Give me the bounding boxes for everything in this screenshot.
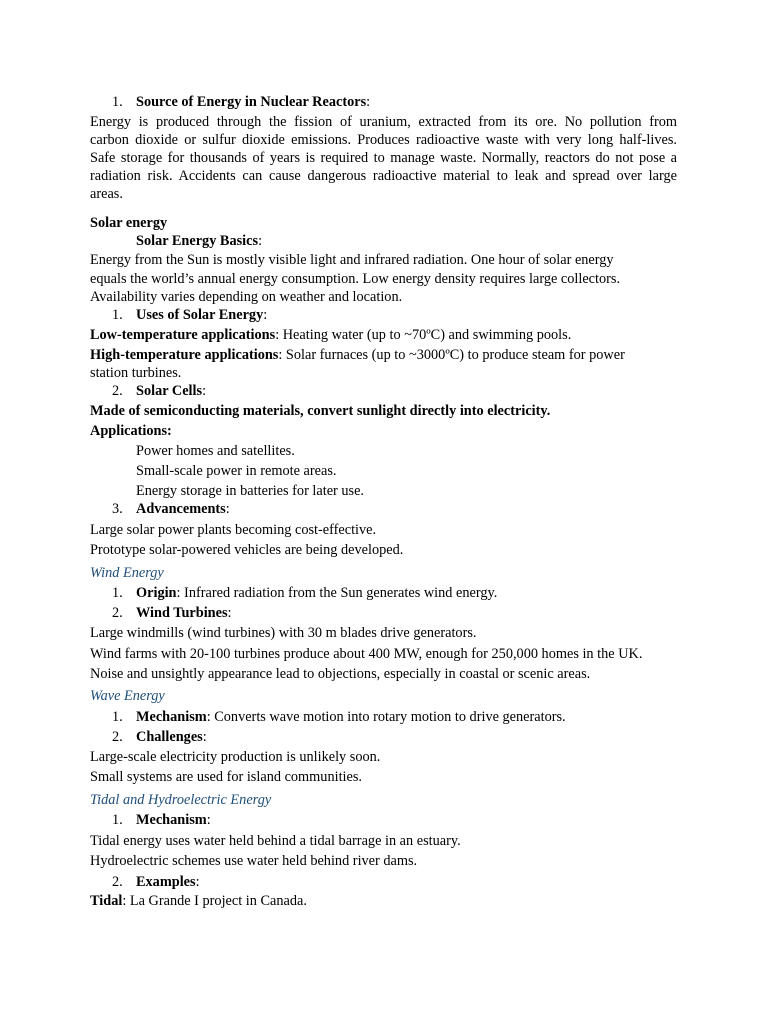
list-number: 3. (112, 501, 123, 517)
list-number: 2. (112, 383, 123, 399)
solar-title: Solar energy (90, 215, 168, 231)
tidal-line: Tidal energy uses water held behind a tidal barrage in an estuary. (90, 833, 461, 849)
wave-line: Small systems are used for island communities. (90, 769, 362, 785)
wind-line: Noise and unsightly appearance lead to objections, especially in coastal or scenic areas. (90, 666, 591, 682)
wave-title: Wave Energy (90, 688, 165, 704)
solar-advancements-item: 3. Advancements: (112, 501, 230, 517)
solar-basics-line: equals the world’s annual energy consumption. Low energy density requires large collectors. (90, 271, 621, 287)
nuclear-paragraph-line: radiation risk. Accidents can cause dangerous radioactive material to leak and spread over large (90, 168, 677, 184)
high-temp-line-cont: station turbines. (90, 365, 182, 381)
application-item: Power homes and satellites. (136, 443, 295, 459)
solar-basics-line: Energy from the Sun is mostly visible light and infrared radiation. One hour of solar energy (90, 252, 614, 268)
advancement-line: Large solar power plants becoming cost-effective. (90, 522, 377, 538)
tidal-mechanism-item: 1. Mechanism: (112, 812, 211, 828)
list-number: 1. (112, 585, 123, 601)
wind-title: Wind Energy (90, 565, 164, 581)
advancement-line: Prototype solar-powered vehicles are being developed. (90, 542, 404, 558)
solar-basics-heading: Solar Energy Basics: (136, 233, 263, 249)
nuclear-paragraph-line: areas. (90, 186, 123, 202)
tidal-title: Tidal and Hydroelectric Energy (90, 792, 272, 808)
low-temp-line: Low-temperature applications: Heating water (up to ~70ºC) and swimming pools. (90, 327, 572, 343)
list-number: 1. (112, 812, 123, 828)
wave-mechanism-item: 1. Mechanism: Converts wave motion into rotary motion to drive generators. (112, 709, 566, 725)
nuclear-paragraph-line: carbon dioxide or sulfur dioxide emissions. Produces radioactive waste with very long half-lives. (90, 132, 677, 148)
solar-basics-line: Availability varies depending on weather and location. (90, 289, 403, 305)
tidal-examples-item: 2. Examples: (112, 874, 200, 890)
list-number: 2. (112, 729, 123, 745)
nuclear-heading: Source of Energy in Nuclear Reactors (136, 94, 367, 110)
list-number: 1. (112, 307, 123, 323)
list-number: 2. (112, 605, 123, 621)
nuclear-paragraph-line: Safe storage for thousands of years is required to manage waste. Normally, reactors do not pose a (90, 150, 677, 166)
list-number: 1. (112, 94, 123, 110)
wind-origin-item: 1. Origin: Infrared radiation from the Sun generates wind energy. (112, 585, 498, 601)
nuclear-paragraph-line: Energy is produced through the fission of uranium, extracted from its ore. No pollution from (90, 114, 677, 130)
solar-cells-item: 2. Solar Cells: (112, 383, 207, 399)
solar-uses-item: 1. Uses of Solar Energy: (112, 307, 268, 323)
list-number: 2. (112, 874, 123, 890)
application-item: Small-scale power in remote areas. (136, 463, 337, 479)
application-item: Energy storage in batteries for later use. (136, 483, 365, 499)
wind-line: Large windmills (wind turbines) with 30 m blades drive generators. (90, 625, 477, 641)
list-number: 1. (112, 709, 123, 725)
tidal-line: Hydroelectric schemes use water held behind river dams. (90, 853, 418, 869)
nuclear-list-item: 1. Source of Energy in Nuclear Reactors: (112, 94, 371, 110)
wind-line: Wind farms with 20-100 turbines produce about 400 MW, enough for 250,000 homes in the UK. (90, 646, 643, 662)
tidal-example-line: Tidal: La Grande I project in Canada. (90, 893, 307, 909)
wind-turbines-item: 2. Wind Turbines: (112, 605, 232, 621)
high-temp-line: High-temperature applications: Solar furnaces (up to ~3000ºC) to produce steam for power (90, 347, 625, 363)
wave-challenges-item: 2. Challenges: (112, 729, 207, 745)
solar-cells-description: Made of semiconducting materials, convert sunlight directly into electricity. (90, 403, 551, 419)
wave-line: Large-scale electricity production is unlikely soon. (90, 749, 381, 765)
applications-label: Applications: (90, 423, 172, 439)
